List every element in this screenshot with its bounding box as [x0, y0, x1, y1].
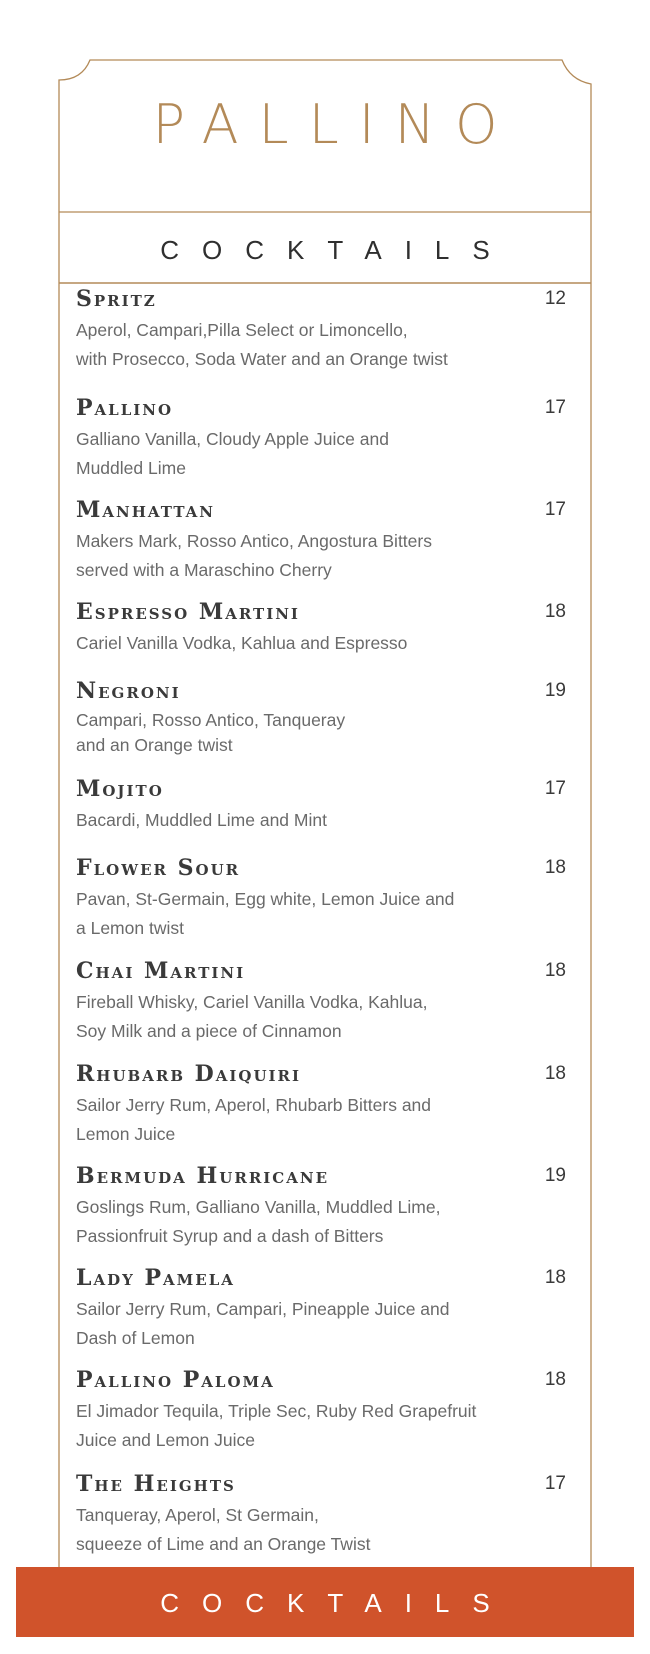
item-description: [76, 1091, 546, 1149]
menu-item-spritz: [76, 286, 566, 374]
description-line: Aperol, Campari,Pilla Select or Limoncello,: [76, 320, 408, 340]
menu-item-flower-sour: [76, 855, 566, 943]
description-line: Passionfruit Syrup and a dash of Bitters: [76, 1226, 384, 1246]
item-price: 18: [544, 857, 566, 878]
item-price: 18: [544, 601, 566, 622]
description-line: El Jimador Tequila, Triple Sec, Ruby Red Grapefruit: [76, 1401, 477, 1421]
menu-item-rhubarb-daiquiri: [76, 1061, 566, 1149]
description-line: a Lemon twist: [76, 918, 184, 938]
description-line: with Prosecco, Soda Water and an Orange twist: [76, 349, 448, 369]
description-line: Lemon Juice: [76, 1124, 176, 1144]
item-name: Chai Martini: [76, 958, 246, 984]
description-line: Sailor Jerry Rum, Campari, Pineapple Juice and: [76, 1299, 450, 1319]
description-line: Sailor Jerry Rum, Aperol, Rhubarb Bitters and: [76, 1095, 432, 1115]
item-description: [76, 629, 546, 658]
description-line: Makers Mark, Rosso Antico, Angostura Bitters: [76, 531, 432, 551]
description-line: squeeze of Lime and an Orange Twist: [76, 1534, 371, 1554]
item-price: 17: [544, 397, 566, 418]
item-description: [76, 1397, 546, 1455]
item-price: 17: [544, 1473, 566, 1494]
item-description: [76, 708, 546, 758]
item-name: The Heights: [76, 1471, 236, 1497]
menu-item-manhattan: [76, 497, 566, 585]
item-name: Flower Sour: [76, 855, 241, 881]
menu-item-negroni: [76, 678, 566, 758]
item-price: 12: [544, 288, 566, 309]
description-line: Dash of Lemon: [76, 1328, 195, 1348]
pallino-logo: PALLINO: [152, 93, 518, 156]
section-title: COCKTAILS: [160, 235, 513, 265]
item-description: [76, 1295, 546, 1353]
menu-item-espresso-martini: [76, 599, 566, 658]
item-price: 17: [544, 499, 566, 520]
item-name: Espresso Martini: [76, 599, 300, 625]
item-description: [76, 316, 546, 374]
menu-item-the-heights: [76, 1471, 566, 1559]
item-name: Bermuda Hurricane: [76, 1163, 330, 1189]
description-line: Juice and Lemon Juice: [76, 1430, 255, 1450]
item-description: [76, 885, 546, 943]
menu-item-mojito: [76, 776, 566, 835]
item-name: Pallino: [76, 395, 174, 421]
item-name: Rhubarb Daiquiri: [76, 1061, 302, 1087]
item-price: 19: [544, 680, 566, 701]
menu-item-chai-martini: [76, 958, 566, 1046]
menu-item-pallino-paloma: [76, 1367, 566, 1455]
description-line: and an Orange twist: [76, 735, 233, 755]
menu-item-pallino: [76, 395, 566, 483]
menu-item-bermuda-hurricane: [76, 1163, 566, 1251]
item-description: [76, 1193, 546, 1251]
item-description: [76, 988, 546, 1046]
item-name: Pallino Paloma: [76, 1367, 275, 1393]
item-description: [76, 806, 546, 835]
description-line: Cariel Vanilla Vodka, Kahlua and Espresso: [76, 633, 408, 653]
item-description: [76, 527, 546, 585]
description-line: Muddled Lime: [76, 458, 186, 478]
item-price: 17: [544, 778, 566, 799]
item-name: Lady Pamela: [76, 1265, 235, 1291]
description-line: Pavan, St-Germain, Egg white, Lemon Juice and: [76, 889, 455, 909]
item-name: Spritz: [76, 286, 157, 312]
description-line: served with a Maraschino Cherry: [76, 560, 332, 580]
description-line: Soy Milk and a piece of Cinnamon: [76, 1021, 342, 1041]
description-line: Galliano Vanilla, Cloudy Apple Juice and: [76, 429, 389, 449]
item-price: 18: [544, 1063, 566, 1084]
footer-label: COCKTAILS: [160, 1588, 513, 1618]
item-price: 18: [544, 1369, 566, 1390]
item-name: Negroni: [76, 678, 181, 704]
item-description: [76, 425, 546, 483]
item-price: 18: [544, 960, 566, 981]
item-name: Manhattan: [76, 497, 216, 523]
description-line: Bacardi, Muddled Lime and Mint: [76, 810, 327, 830]
description-line: Goslings Rum, Galliano Vanilla, Muddled Lime,: [76, 1197, 441, 1217]
description-line: Tanqueray, Aperol, St Germain,: [76, 1505, 319, 1525]
item-name: Mojito: [76, 776, 164, 802]
description-line: Campari, Rosso Antico, Tanqueray: [76, 710, 346, 730]
item-price: 19: [544, 1165, 566, 1186]
footer-banner: [16, 1567, 634, 1637]
item-price: 18: [544, 1267, 566, 1288]
item-description: [76, 1501, 546, 1559]
menu-item-lady-pamela: [76, 1265, 566, 1353]
description-line: Fireball Whisky, Cariel Vanilla Vodka, Kahlua,: [76, 992, 428, 1012]
